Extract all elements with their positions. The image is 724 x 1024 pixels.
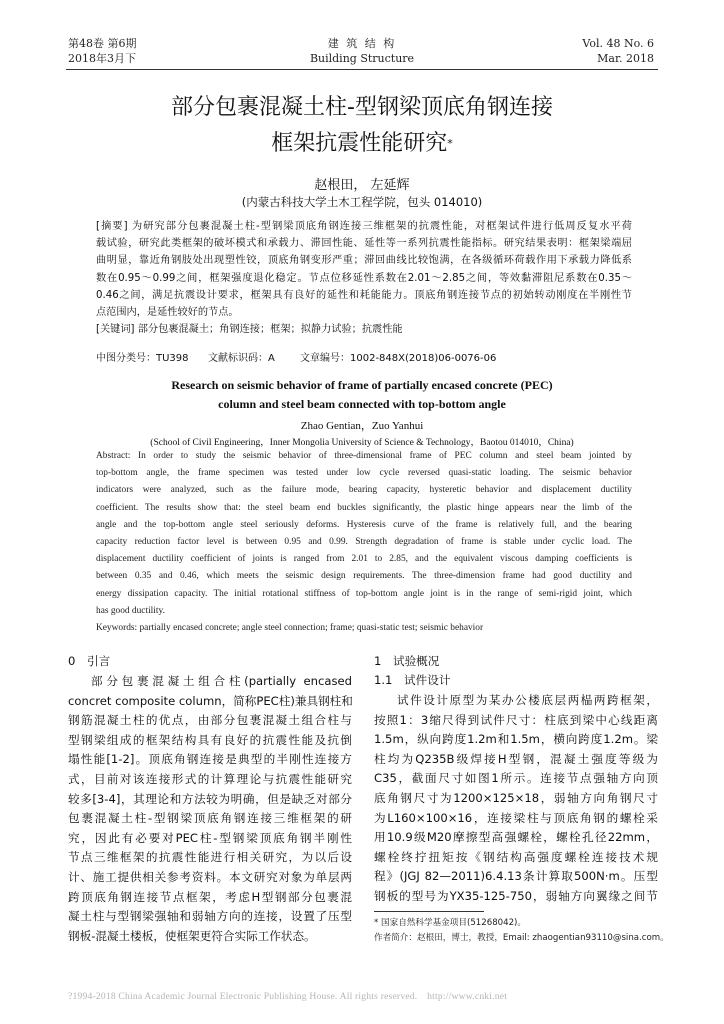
keywords-en: Keywords: partially encased concrete; angle steel connection; frame; quasi-static test; seismic behavior [96,623,484,634]
document-code: 文献标识码：A [208,353,275,364]
abstract-en [96,448,632,637]
body-line: 式，目前对该连接形式的计算理论与抗震性能研究 [68,771,352,786]
affiliation-en: (School of Civil Engineering，Inner Mongolia University of Science & Technology，Baotou 014010，China) [150,438,574,448]
abstract-en-line: indicators were analyzed, such as the failure mode, bearing capacity, hysteretic behavior and displacement ductility [96,485,632,496]
body-line: 塌性能[1-2]。顶底角钢连接是典型的半刚性连接方 [68,752,352,767]
abstract-en-line: capacity reduction factor level is between 0.95 and 0.99. Strength degradation of frame is stable under cyclic load. The [96,537,632,548]
body-line: 柱均为Q235B级焊接H型钢，混凝土强度等级为 [374,751,658,766]
body-line: 包裹混凝土柱-型钢梁顶底角钢连接三维框架的研 [68,811,352,826]
body-line: 螺栓终拧扭矩按《钢结构高强度螺栓连接技术规 [374,849,658,864]
abstract-zh-line: 曲明显，靠近角钢肢处出现塑性铰，顶底角钢变形严重；滞回曲线比较饱满，在各级循环荷载作用下承载力降低系 [96,255,632,267]
body-line: 钢板-混凝土楼板，使框架更符合实际工作状态。 [68,928,316,943]
keywords-zh: [关键词] 部分包裹混凝土；角钢连接；框架；拟静力试验；抗震性能 [96,324,403,336]
abstract-en-line: angle and the top-bottom angle steel seriously deforms. Hysteresis curve of the frame is relatively full, and the bearing [96,519,632,530]
title-zh-line1: 部分包裹混凝土柱-型钢梁顶底角钢连接 [171,95,553,120]
body-line: 程》(JGJ 82—2011)6.4.13条计算取500N·m。压型 [374,869,658,884]
abstract-zh-line: 数在0.95～0.99之间，框架强度退化稳定。节点位移延性系数在2.01～2.85之间，等效黏滞阻尼系数在0.35～ [96,272,632,284]
body-line: 计、施工提供相关参考资料。本文研究对象为单层两 [68,869,352,884]
abstract-en-line: coefficient. The results show that: the steel beam end buckles significantly, the plastic hinge appears near the limb of the [96,502,632,513]
body-line: 较多[3-4]，其理论和方法较为明确，但是缺乏对部分 [68,791,352,806]
authors-en: Zhao Gentian，Zuo Yanhui [300,420,424,432]
footnote-fund: * 国家自然科学基金项目(51268042)。 [374,918,527,928]
header-month: Mar. 2018 [597,52,654,65]
clc-number: 中图分类号：TU398 [96,353,189,364]
section-heading-intro: 0 引言 [68,654,111,668]
body-line: 为L160×100×16，连接梁柱与顶底角钢的螺栓采 [374,810,658,825]
footnote-author: 作者简介：赵根田，博士，教授，Email: zhaogentian93110@sina.com。 [374,933,669,943]
body-line: 底角钢尺寸为1200×125×18，弱轴方向角钢尺寸 [374,790,658,805]
title-zh-line2: 框架抗震性能研究* [271,131,453,156]
body-line: 凝土柱与型钢梁强轴和弱轴方向的连接，设置了压型 [68,909,352,924]
body-line: 试件设计原型为某办公楼底层两榀两跨框架， [397,693,658,707]
authors-zh: 赵根田， 左延辉 [314,178,410,193]
footnote-rule [374,911,484,912]
body-line: 按照1：3缩尺得到试件尺寸：柱底到梁中心线距离 [374,712,658,727]
abstract-en-line: Abstract: In order to study the seismic behavior of three-dimensional frame of PEC column and steel beam jointed by [96,451,632,461]
title-footnote-mark: * [447,137,453,150]
abstract-en-line: energy dissipation capacity. The initial rotational stiffness of top-bottom angle joint is in the range of semi-rigid joint, which [96,588,632,599]
header-issue: 第48卷 第6期 [68,37,137,50]
intro-paragraph [68,672,352,946]
body-line: 钢筋混凝土柱的优点，由部分包裹混凝土组合柱与 [68,713,352,728]
header-journal-zh: 建 筑 结 构 [327,37,397,50]
abstract-zh-line: 点范围内，是延性较好的节点。 [96,307,239,319]
subsection-heading-specimen: 1.1 试件设计 [374,673,451,687]
abstract-zh [96,218,632,338]
body-line: 用10.9级M20摩擦型高强螺栓，螺栓孔径22mm， [374,830,658,845]
body-line: 究，因此有必要对PEC柱-型钢梁顶底角钢半刚性 [68,830,352,845]
header-journal-en: Building Structure [309,52,415,65]
body-line: 钢板的型号为YX35-125-750，弱轴方向翼缘之间节 [374,888,658,903]
abstract-en-line: between 0.35 and 0.46, which meets the seismic design requirements. The three-dimension frame had good ductility and [96,571,632,582]
copyright-notice: ?1994-2018 China Academic Journal Electronic Publishing House. All rights reserved. http://www.cnki.net [68,991,508,1002]
title-en-line2: column and steel beam connected with top-bottom angle [218,397,506,411]
body-line: 跨顶底角钢连接节点框架，考虑H型钢部分包裹混 [68,889,352,904]
body-line: C35，截面尺寸如图1所示。连接节点强轴方向顶 [374,771,658,786]
body-line: concret composite column，简称PEC柱)兼具钢柱和 [68,693,353,708]
abstract-zh-line: 载试验，研究此类框架的破坏模式和承载力、滞回性能、延性等一系列抗震性能指标。研究结果表明：框架梁端屈 [96,238,632,250]
title-en-line1: Research on seismic behavior of frame of partially encased concrete (PEC) [171,378,553,392]
article-number: 文章编号：1002-848X(2018)06-0076-06 [300,353,497,364]
section-heading-test: 1 试验概况 [374,654,440,668]
header-date: 2018年3月下 [68,52,136,65]
body-line: 1.5m，纵向跨度1.2m和1.5m，横向跨度1.2m。梁 [374,732,658,747]
body-line: 部分包裹混凝土组合柱(partially encased [91,674,352,688]
abstract-en-line: has good ductility. [96,605,165,616]
body-line: 型钢梁组成的框架结构具有良好的抗震性能及抗倒 [68,732,352,747]
header-rule [66,69,658,70]
body-line: 节点三维框架的抗震性能进行相关研究，为以后设 [68,850,352,865]
specimen-paragraph [374,691,658,907]
abstract-en-line: top-bottom angle, the frame specimen was tested under low cycle reversed quasi-static loading. The seismic behavior [96,468,632,479]
abstract-zh-line: 0.46之间，满足抗震设计要求，框架具有良好的延性和耗能能力。顶底角钢连接节点的初始转动刚度在半刚性节 [96,289,632,301]
abstract-en-line: displacement ductility coefficient of joints is ranged from 2.01 to 2.85, and the equivalent viscous damping coefficients is [96,554,632,565]
affiliation-zh: (内蒙古科技大学土木工程学院，包头 014010) [241,195,483,209]
abstract-zh-line: [摘要] 为研究部分包裹混凝土柱-型钢梁顶底角钢连接三维框架的抗震性能，对框架试件进行低周反复水平荷 [96,221,632,232]
header-volume: Vol. 48 No. 6 [582,37,654,50]
